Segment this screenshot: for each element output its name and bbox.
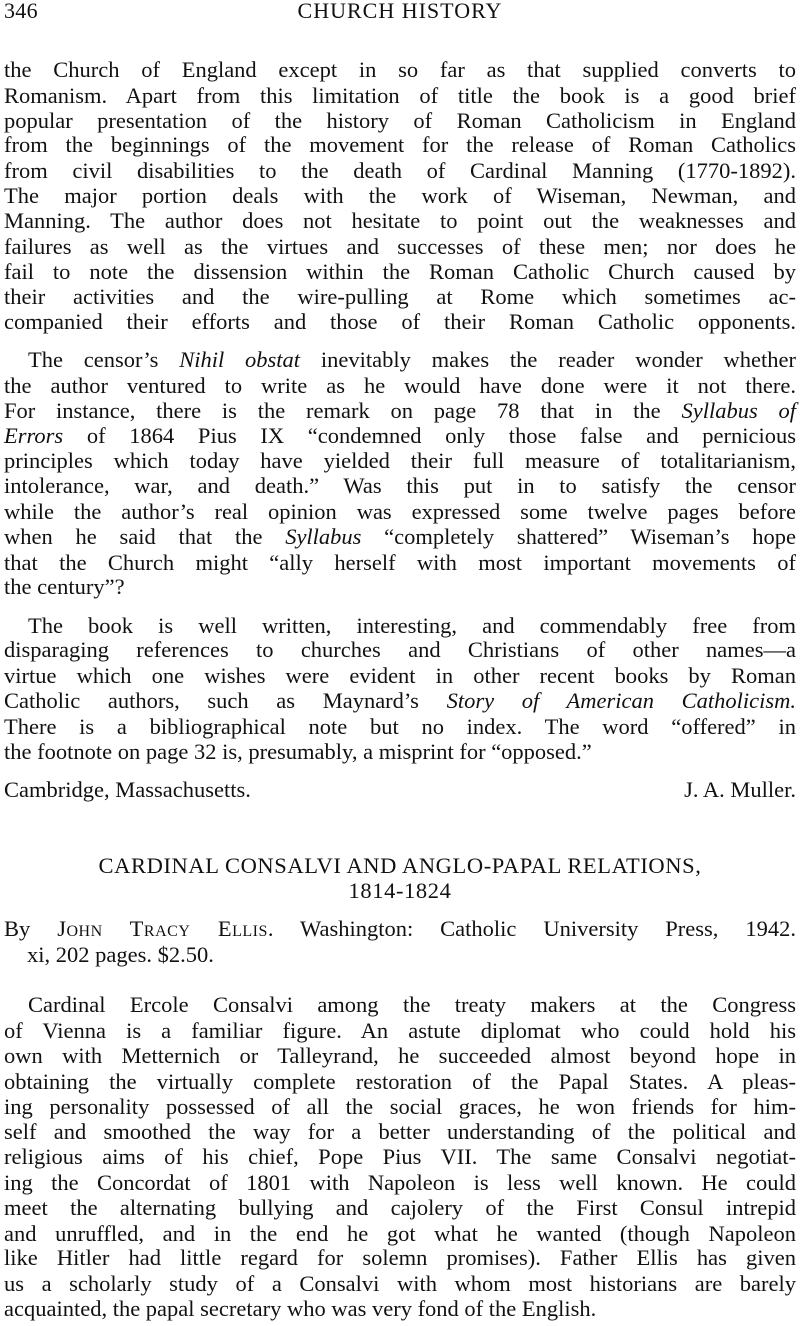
italic-span: Syllabus bbox=[285, 523, 362, 549]
text-line: the Church of England except in so far as that supplied converts to bbox=[4, 57, 796, 82]
text-line: ing the Concordat of 1801 with Napoleon is less well known. He could bbox=[4, 1169, 796, 1195]
text-line: the footnote on page 32 is, presumably, a misprint for “opposed.” bbox=[4, 738, 592, 764]
italic-span: Story of American Catholicism. bbox=[446, 688, 796, 714]
text-span: By bbox=[4, 916, 58, 942]
text-line: obtaining the virtually complete restoration of the Papal States. A pleas- bbox=[4, 1068, 796, 1094]
review-signature bbox=[4, 775, 796, 805]
text-line: Cardinal Ercole Consalvi among the treaty makers at the Congress bbox=[28, 992, 796, 1018]
text-line: companied their efforts and those of their Roman Catholic opponents. bbox=[4, 309, 796, 335]
text-line: meet the alternating bullying and cajolery of the First Consul intrepid bbox=[4, 1194, 796, 1220]
text-line: ing personality possessed of all the social graces, he won friends for him- bbox=[4, 1093, 796, 1119]
text-line: The book is well written, interesting, and commendably free from bbox=[28, 612, 796, 638]
text-line: fail to note the dissension within the Roman Catholic Church caused by bbox=[4, 259, 796, 285]
text-line: us a scholarly study of a Consalvi with whom most historians are barely bbox=[4, 1271, 796, 1297]
text-line: like Hitler had little regard for solemn promises). Father Ellis has given bbox=[4, 1245, 796, 1271]
text-line: virtue which one wishes were evident in other recent books by Roman bbox=[4, 663, 796, 689]
italic-span: Syllabus of bbox=[681, 397, 796, 423]
text-line: Romanism. Apart from this limitation of title the book is a good brief bbox=[4, 82, 796, 108]
text-line: intolerance, war, and death.” Was this put in to satisfy the censor bbox=[4, 473, 796, 499]
text-line: while the author’s real opinion was expressed some twelve pages before bbox=[4, 498, 796, 524]
text-line: the author ventured to write as he would have done were it not there. bbox=[4, 372, 796, 398]
text-line: principles which today have yielded their full measure of totalitarianism, bbox=[4, 448, 796, 474]
book-details: xi, 202 pages. $2.50. bbox=[27, 941, 214, 967]
text-line: self and smoothed the way for a better understanding of the political and bbox=[4, 1119, 796, 1145]
text-span: inevitably makes the reader wonder whether bbox=[300, 347, 797, 373]
text-line: Manning. The author does not hesitate to point out the weaknesses and bbox=[4, 207, 796, 233]
text-span: For instance, there is the remark on page 78 that in the bbox=[4, 397, 682, 423]
text-span: when he said that the bbox=[4, 523, 286, 549]
text-line: their activities and the wire-pulling at Rome which sometimes ac- bbox=[4, 284, 796, 310]
text-line: the century”? bbox=[4, 574, 125, 600]
text-span: Catholic authors, such as Maynard’s bbox=[4, 688, 447, 714]
text-span: The censor’s bbox=[28, 347, 180, 373]
book-author: John Tracy Ellis bbox=[57, 916, 268, 942]
page-number: 346 bbox=[4, 0, 38, 23]
text-line: disparaging references to churches and Christians of other names—a bbox=[4, 637, 796, 663]
text-line: There is a bibliographical note but no index. The word “offered” in bbox=[4, 713, 796, 739]
text-line: from the beginnings of the movement for the release of Roman Catholics bbox=[4, 132, 796, 158]
reviewer-location: Cambridge, Massachusetts. bbox=[4, 776, 251, 802]
text-line: from civil disabilities to the death of Cardinal Manning (1770-1892). bbox=[4, 158, 796, 184]
text-span: “completely shattered” Wiseman’s hope bbox=[361, 523, 796, 549]
text-line: The major portion deals with the work of Wiseman, Newman, and bbox=[4, 183, 796, 209]
text-line: popular presentation of the history of Roman Catholicism in England bbox=[4, 107, 796, 133]
journal-title: CHURCH HISTORY bbox=[297, 0, 503, 23]
review-title-years: 1814-1824 bbox=[348, 877, 452, 903]
text-line: acquainted, the papal secretary who was very fond of the English. bbox=[4, 1296, 597, 1321]
text-line: of Vienna is a familiar figure. An astute diplomat who could hold his bbox=[4, 1018, 796, 1044]
reviewer-name: J. A. Muller. bbox=[684, 776, 796, 802]
text-line: own with Metternich or Talleyrand, he succeeded almost beyond hope in bbox=[4, 1043, 796, 1069]
running-head bbox=[4, 0, 796, 26]
text-line: and unruffled, and in the end he got what he wanted (though Napoleon bbox=[4, 1220, 796, 1246]
review-title: CARDINAL CONSALVI AND ANGLO-PAPAL RELATIONS, bbox=[98, 853, 702, 879]
italic-span: Errors bbox=[4, 422, 64, 448]
text-line: failures as well as the virtues and successes of these men; nor does he bbox=[4, 233, 796, 259]
text-span: . Washington: Catholic University Press, 1942. bbox=[267, 916, 796, 942]
text-line: that the Church might “ally herself with most important movements of bbox=[4, 549, 796, 575]
text-line: religious aims of his chief, Pope Pius VII. The same Consalvi negotiat- bbox=[4, 1144, 796, 1170]
italic-span: Nihil obstat bbox=[179, 347, 301, 373]
text-span: of 1864 Pius IX “condemned only those false and pernicious bbox=[63, 422, 796, 448]
